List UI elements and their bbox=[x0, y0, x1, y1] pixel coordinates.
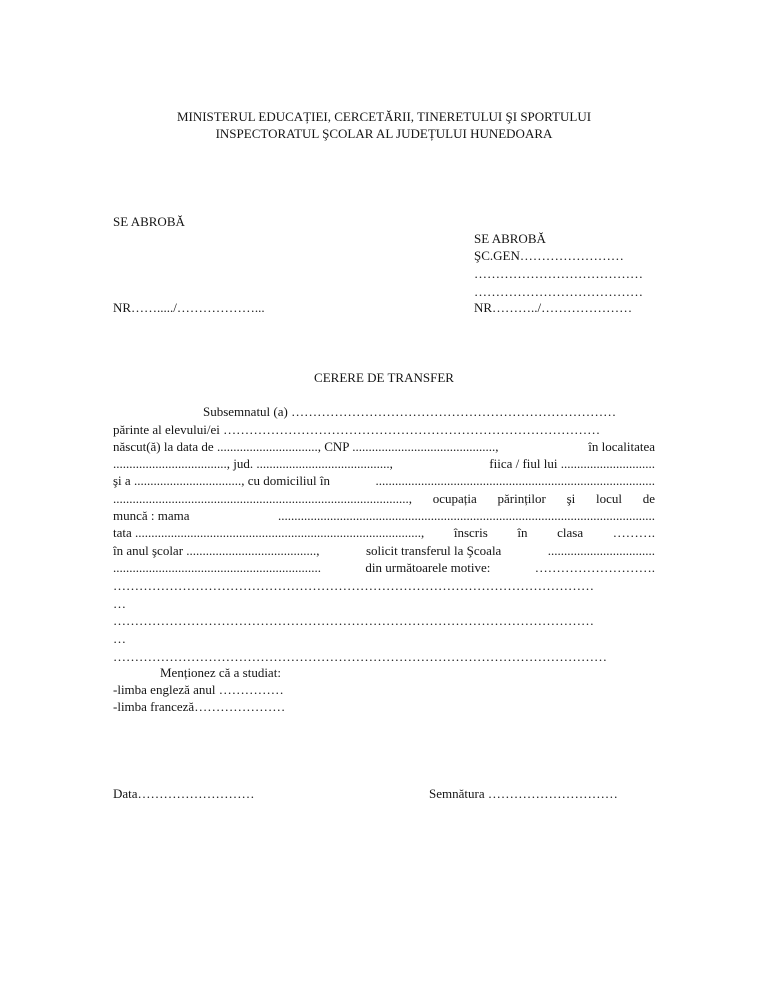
reason-line: ………………………………………………………………………………………………… bbox=[113, 613, 594, 628]
body-line-an-scolar bbox=[113, 542, 655, 559]
approval-right-line: ………………………………… bbox=[474, 284, 643, 299]
mention-line: Menționez că a studiat: bbox=[160, 665, 281, 680]
text-segment: din următoarele motive: bbox=[365, 560, 491, 575]
approval-right-label: SE ABROBĂ bbox=[474, 231, 546, 246]
text-segment: ................................. bbox=[547, 543, 655, 558]
english-line: -limba engleză anul …………… bbox=[113, 682, 284, 697]
text-segment: .................................................................................................................... bbox=[278, 508, 655, 523]
text-segment: născut(ă) la data de ..............................., CNP ............................................, bbox=[113, 439, 499, 454]
body-line-motive bbox=[113, 559, 655, 576]
reason-line: …………………………………………………………………………………………………… bbox=[113, 649, 607, 664]
text-segment: în bbox=[517, 525, 528, 540]
body-line-nascut bbox=[113, 438, 655, 455]
body-line-parinte: părinte al elevului/ei …………………………………………………………………………… bbox=[113, 422, 601, 437]
text-segment: şi a ................................., cu domiciliul în bbox=[113, 473, 331, 488]
approval-left-label: SE ABROBĂ bbox=[113, 214, 185, 229]
text-segment: şi bbox=[566, 491, 576, 506]
text-segment: de bbox=[642, 491, 655, 506]
text-segment: în localitatea bbox=[588, 439, 655, 454]
signature-field: Semnătura ………………………… bbox=[429, 786, 618, 801]
body-line-subsemnatul: Subsemnatul (a) ………………………………………………………………… bbox=[203, 404, 617, 419]
reason-line: … bbox=[113, 631, 126, 646]
approval-right-school: ŞC.GEN…………………… bbox=[474, 248, 624, 263]
text-segment: ………. bbox=[612, 525, 655, 540]
approval-right-line: ………………………………… bbox=[474, 266, 643, 281]
body-line-mama bbox=[113, 507, 655, 524]
text-segment: solicit transferul la Şcoala bbox=[365, 543, 502, 558]
text-segment: în anul şcolar ........................................, bbox=[113, 543, 320, 558]
body-line-tata bbox=[113, 524, 655, 541]
text-segment: tata ........................................................................................, bbox=[113, 525, 425, 540]
date-field: Data……………………… bbox=[113, 786, 255, 801]
reason-line: … bbox=[113, 596, 126, 611]
text-segment: înscris bbox=[453, 525, 488, 540]
approval-left-nr: NR……...../………………... bbox=[113, 300, 265, 315]
body-line-domiciliu bbox=[113, 472, 655, 489]
text-segment: ................................................................ bbox=[113, 560, 321, 575]
body-line-jud bbox=[113, 455, 655, 472]
text-segment: muncă : mama bbox=[113, 508, 190, 523]
text-segment: locul bbox=[595, 491, 622, 506]
text-segment: ………………………. bbox=[534, 560, 655, 575]
text-segment: ..................................., jud. ........................................., bbox=[113, 456, 393, 471]
text-segment: ...................................................................................... bbox=[375, 473, 655, 488]
text-segment: fiica / fiul lui ............................. bbox=[489, 456, 655, 471]
ministry-heading: MINISTERUL EDUCAȚIEI, CERCETĂRII, TINERETULUI ŞI SPORTULUI bbox=[176, 109, 592, 124]
body-line-ocupatia bbox=[113, 490, 655, 507]
approval-right-nr: NR………../………………… bbox=[474, 300, 633, 315]
reason-line: ………………………………………………………………………………………………… bbox=[113, 578, 594, 593]
text-segment: părinților bbox=[497, 491, 546, 506]
document-title: CERERE DE TRANSFER bbox=[314, 370, 454, 385]
inspectorate-heading: INSPECTORATUL ŞCOLAR AL JUDEȚULUI HUNEDOARA bbox=[215, 126, 553, 141]
french-line: -limba franceză………………… bbox=[113, 699, 286, 714]
text-segment: clasa bbox=[557, 525, 584, 540]
text-segment: ocupația bbox=[432, 491, 477, 506]
text-segment: ..........................................................................................., bbox=[113, 491, 412, 506]
